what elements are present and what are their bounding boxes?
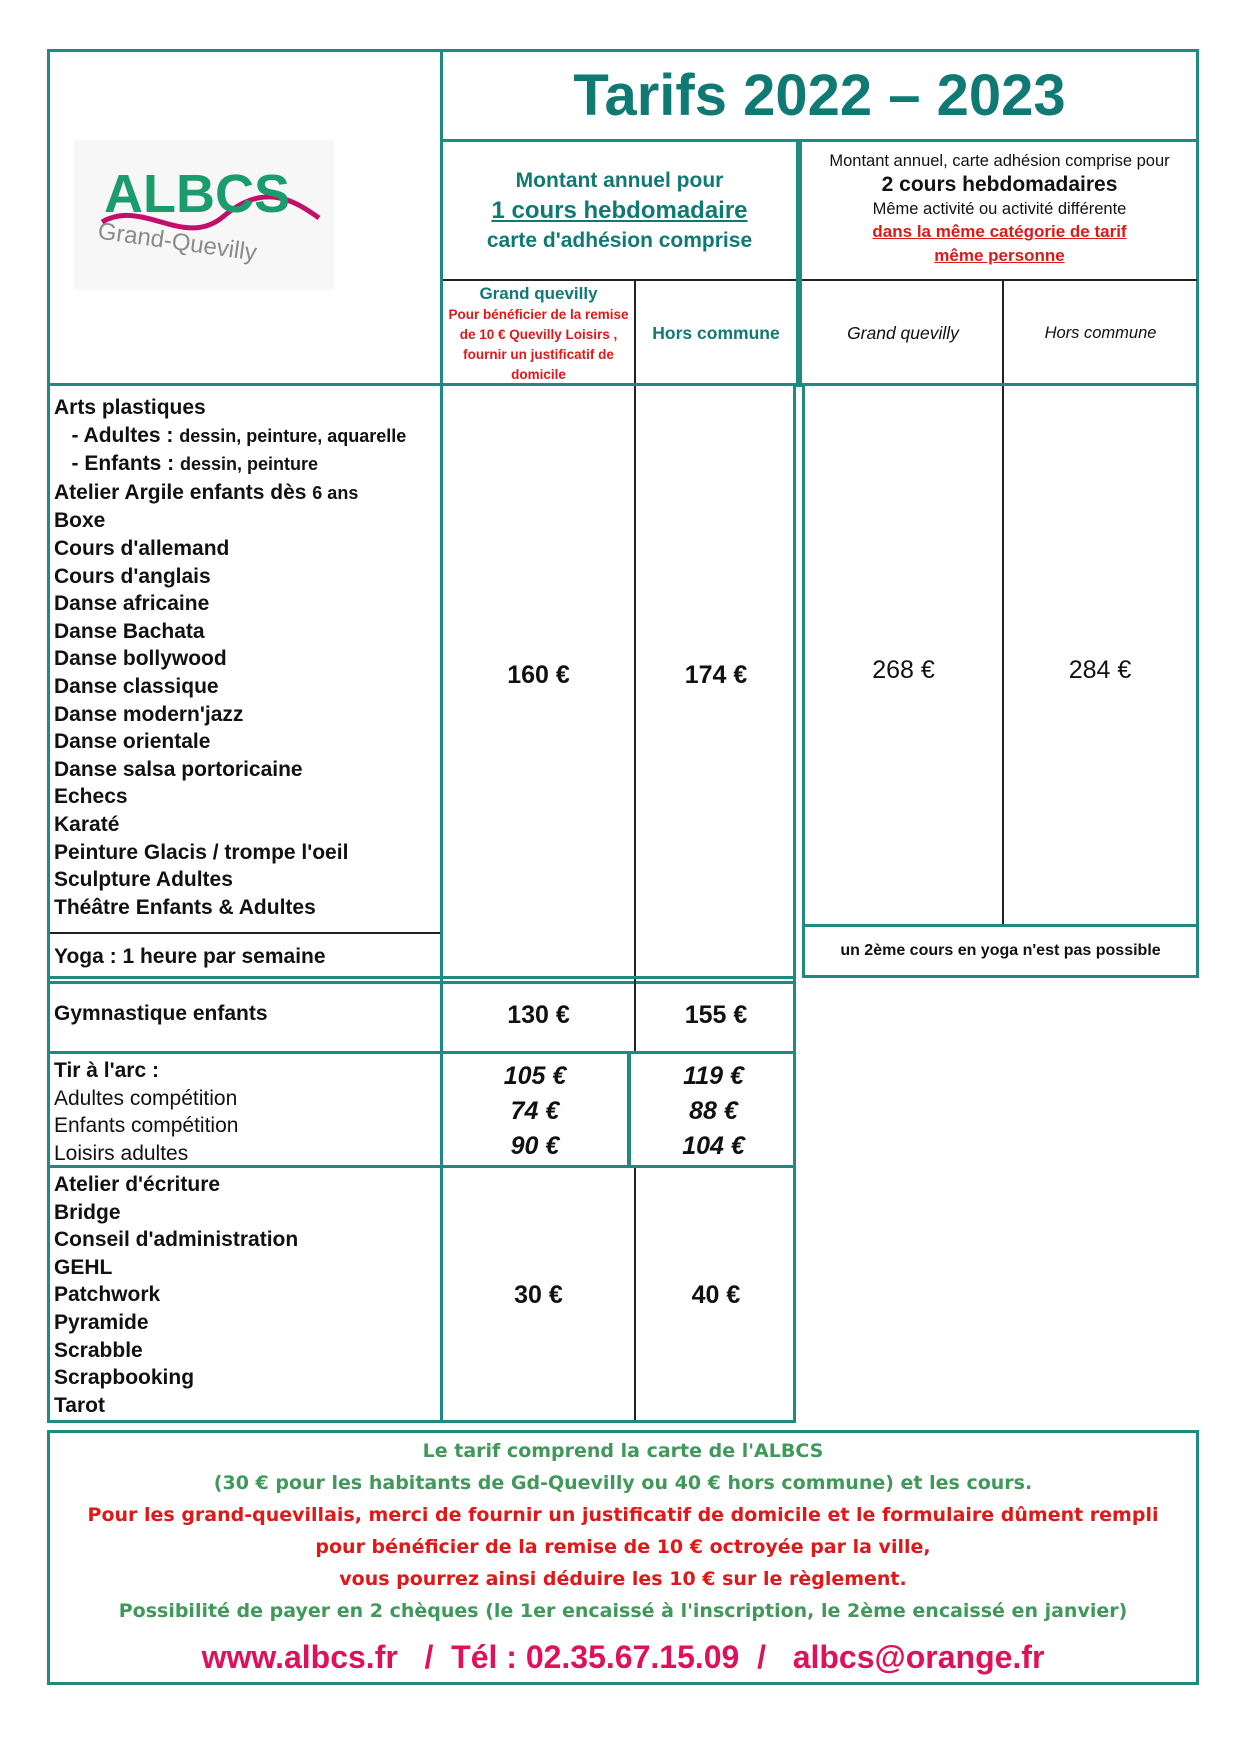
list-item: GEHL bbox=[54, 1255, 113, 1279]
list-item: Echecs bbox=[54, 785, 128, 809]
col-head-grand-quevilly-2: Grand quevilly bbox=[847, 322, 959, 343]
price-gq-group4: 30 € bbox=[514, 1280, 563, 1309]
list-item: - Enfants : dessin, peinture bbox=[54, 452, 319, 476]
list-item: Danse africaine bbox=[54, 592, 210, 616]
footer-text bbox=[50, 1435, 1196, 1685]
archery-prices-gq: 105 € 74 € 90 € bbox=[503, 1062, 567, 1160]
list-item: Atelier d'écriture bbox=[54, 1173, 221, 1196]
list-item: Danse salsa portoricaine bbox=[54, 757, 303, 781]
page-title: Tarifs 2022 – 2023 bbox=[573, 63, 1066, 128]
list-item: - Adultes : dessin, peinture, aquarelle bbox=[54, 423, 407, 447]
list-item: Arts plastiques bbox=[54, 396, 206, 419]
col-head-hors-commune-2: Hors commune bbox=[1044, 323, 1157, 342]
price-hors-gym: 155 € bbox=[684, 1000, 748, 1029]
svg-text:ALBCS: ALBCS bbox=[104, 164, 290, 224]
price2-gq-group1: 268 € bbox=[872, 655, 935, 684]
footer-line-5: vous pourrez ainsi déduire les 10 € sur le règlement. bbox=[339, 1568, 907, 1590]
list-item: Patchwork bbox=[54, 1283, 161, 1307]
footer-line-4: pour bénéficier de la remise de 10 € octroyée par la ville, bbox=[315, 1536, 931, 1558]
group4-activity-list bbox=[54, 1171, 434, 1419]
list-item: Bridge bbox=[54, 1200, 121, 1224]
list-item: Danse orientale bbox=[54, 730, 211, 754]
list-item: Danse modern'jazz bbox=[54, 702, 244, 726]
yoga-label: Yoga : 1 heure par semaine bbox=[54, 945, 326, 968]
header-one-cell: Montant annuel pour 1 cours hebdomadaire carte d'adhésion comprise bbox=[486, 169, 753, 252]
price-hors-group1: 174 € bbox=[684, 660, 748, 689]
archery-title: Tir à l'arc : bbox=[54, 1059, 159, 1082]
list-item: Cours d'allemand bbox=[54, 536, 230, 560]
archery-labels bbox=[54, 1057, 434, 1167]
list-item: Loisirs adultes bbox=[54, 1141, 189, 1165]
list-item: Atelier Argile enfants dès 6 ans bbox=[54, 480, 359, 504]
list-item: Scrapbooking bbox=[54, 1366, 195, 1390]
divider bbox=[50, 932, 440, 934]
list-item: Enfants compétition bbox=[54, 1114, 239, 1138]
list-item: Cours d'anglais bbox=[54, 564, 211, 588]
archery-prices-hors: 119 € 88 € 104 € bbox=[682, 1062, 745, 1160]
list-item: Peinture Glacis / trompe l'oeil bbox=[54, 840, 349, 864]
footer-line-3: Pour les grand-quevillais, merci de fournir un justificatif de domicile et le formulaire dûment rempli bbox=[87, 1504, 1159, 1526]
list-item: Karaté bbox=[54, 812, 120, 836]
group1-activity-list bbox=[54, 394, 440, 921]
price-gq-gym: 130 € bbox=[507, 1000, 570, 1029]
list-item: Tarot bbox=[54, 1393, 105, 1417]
price-gq-group1: 160 € bbox=[507, 660, 570, 689]
footer-line-1: Le tarif comprend la carte de l'ALBCS bbox=[422, 1440, 824, 1462]
list-item: Scrabble bbox=[54, 1338, 143, 1362]
list-item: Danse Bachata bbox=[54, 619, 205, 643]
contact-line[interactable]: www.albcs.fr / Tél : 02.35.67.15.09 / albcs@orange.fr bbox=[201, 1639, 1045, 1675]
col-head-grand-quevilly: Grand quevilly Pour bénéficier de la remise de 10 € Quevilly Loisirs , fournir un justificatif de domicile bbox=[448, 284, 629, 382]
list-item: Danse bollywood bbox=[54, 647, 227, 671]
list-item: Boxe bbox=[54, 509, 106, 533]
list-item: Sculpture Adultes bbox=[54, 868, 233, 892]
price2-hors-group1: 284 € bbox=[1068, 655, 1132, 684]
price-hors-group4: 40 € bbox=[691, 1280, 741, 1309]
list-item: Théâtre Enfants & Adultes bbox=[54, 895, 316, 919]
footer-line-6: Possibilité de payer en 2 chèques (le 1er encaissé à l'inscription, le 2ème encaissé en janvier) bbox=[118, 1600, 1128, 1622]
col-head-hors-commune: Hors commune bbox=[652, 322, 780, 343]
list-item: Conseil d'administration bbox=[54, 1228, 299, 1252]
svg-text:Grand-Quevilly: Grand-Quevilly bbox=[96, 217, 259, 267]
logo bbox=[74, 140, 334, 290]
footer-line-2: (30 € pour les habitants de Gd-Quevilly ou 40 € hors commune) et les cours. bbox=[213, 1472, 1033, 1494]
logo-graphic bbox=[74, 140, 334, 290]
list-item: Danse classique bbox=[54, 674, 219, 698]
yoga-note: un 2ème cours en yoga n'est pas possible bbox=[840, 942, 1161, 959]
gym-label: Gymnastique enfants bbox=[54, 1002, 268, 1025]
header-two-cell: Montant annuel, carte adhésion comprise pour 2 cours hebdomadaires Même activité ou activité différente dans la même catégorie de tarif même personne bbox=[829, 152, 1170, 265]
list-item: Adultes compétition bbox=[54, 1086, 238, 1110]
list-item: Pyramide bbox=[54, 1310, 149, 1334]
